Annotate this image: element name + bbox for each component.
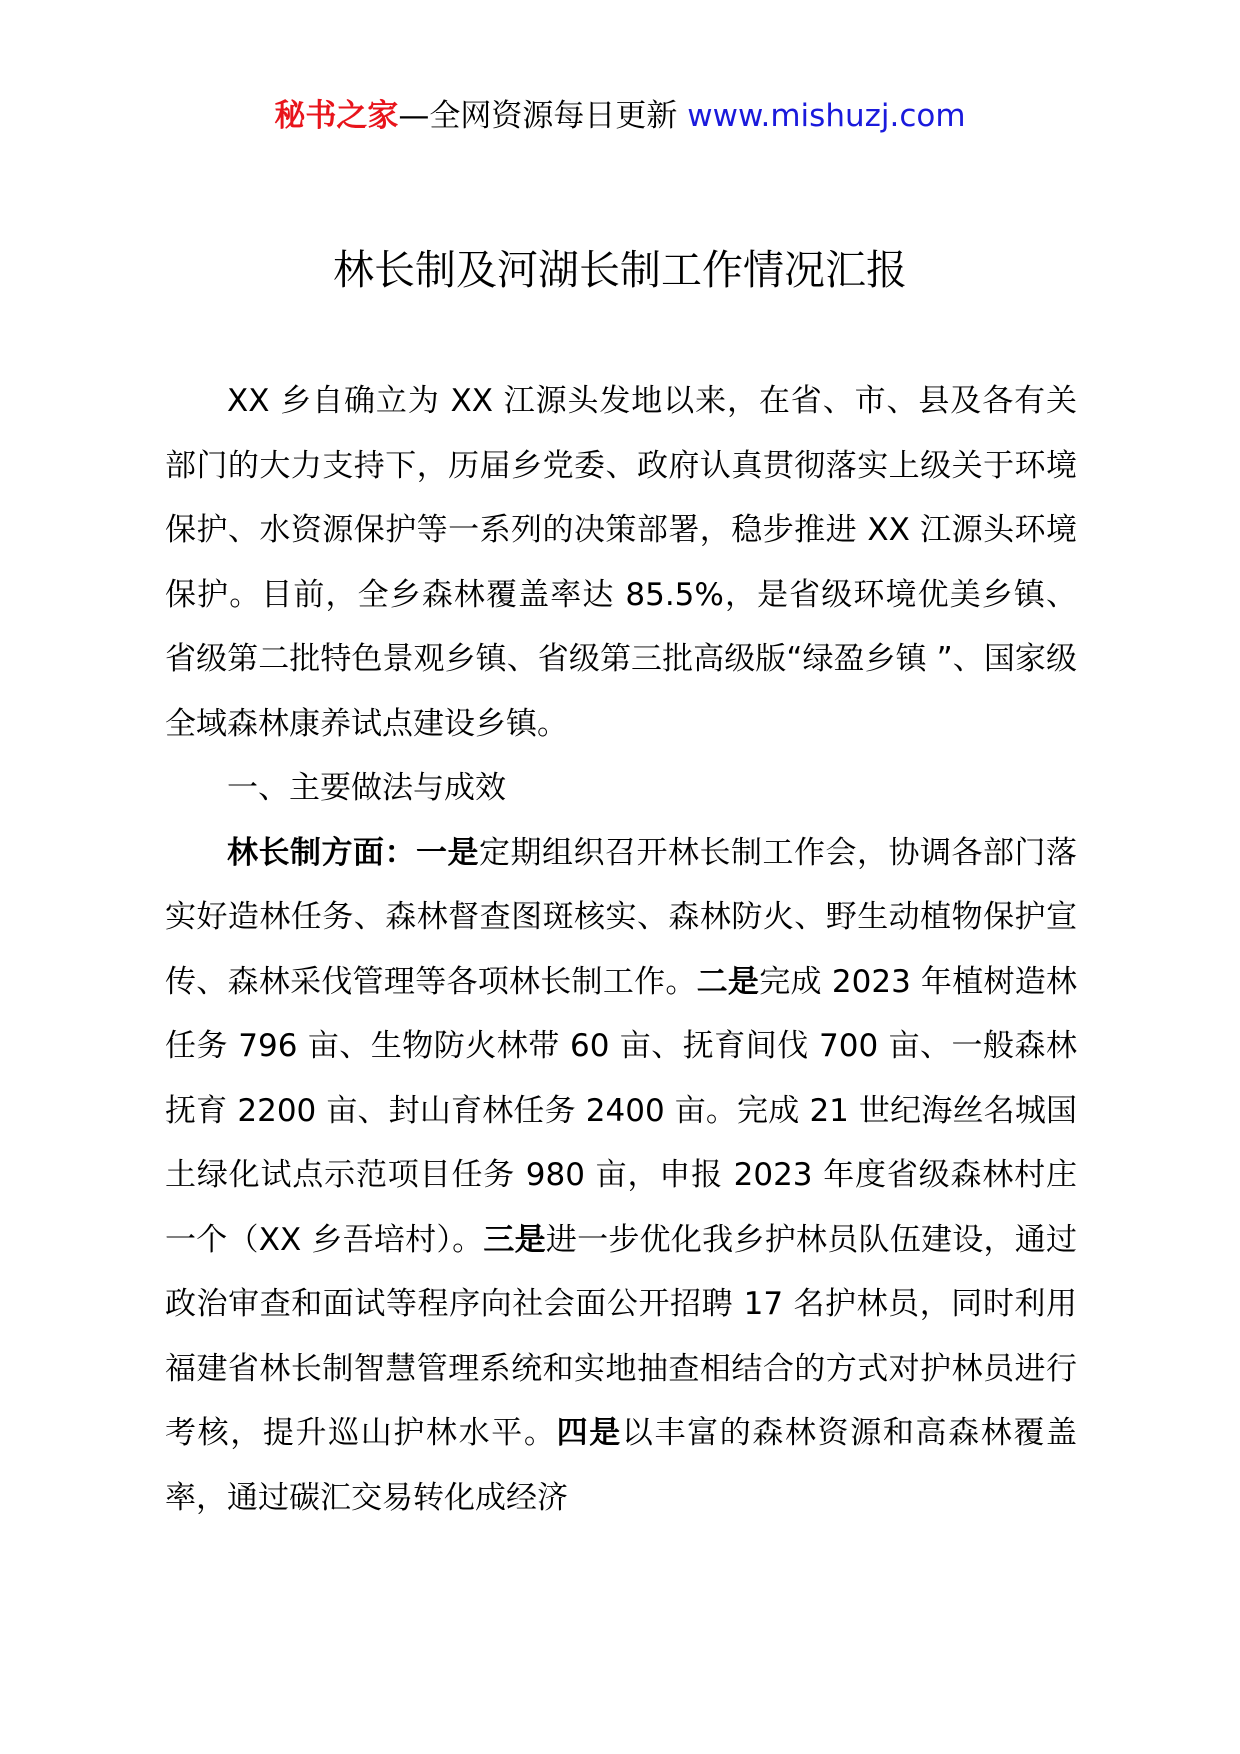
forest-chief-paragraph xyxy=(165,821,1077,1531)
site-slogan: —全网资源每日更新 xyxy=(398,98,688,134)
site-brand: 秘书之家 xyxy=(274,98,399,134)
section-heading: 一、主要做法与成效 xyxy=(227,770,506,806)
site-header xyxy=(0,96,1240,136)
document-body xyxy=(165,369,1077,1530)
site-url-link[interactable]: www.mishuzj.com xyxy=(687,98,966,134)
point-3-label: 三是 xyxy=(483,1221,546,1258)
point-1-label: 一是 xyxy=(416,834,479,871)
point-2-label: 二是 xyxy=(696,963,760,1000)
point-4-label: 四是 xyxy=(556,1415,622,1451)
point-3-text: 进一步优化我乡护林员队伍建设，通过政治审查和面试等程序向社会面公开招聘 17 名护林员，同时利用福建省林长制智慧管理系统和实地抽查相结合的方式对护林员进行考核，提升巡山护林水平。 xyxy=(165,1221,1078,1451)
point-4-text: 以丰富的森林资源和高森林覆盖率，通过碳汇交易转化成经济 xyxy=(165,1415,1078,1516)
document-title: 林长制及河湖长制工作情况汇报 xyxy=(333,246,907,294)
point-2-text: 完成 2023 年植树造林任务 796 亩、生物防火林带 60 亩、抚育间伐 700 亩、一般森林抚育 2200 亩、封山育林任务 2400 亩。完成 21 世纪海丝名城国土绿化试点示范项目任务 980 亩，申报 2023 年度省级森林村庄一个（XX 乡吾培村）。 xyxy=(165,963,1078,1258)
forest-chief-label: 林长制方面： xyxy=(227,834,416,871)
intro-paragraph: XX 乡自确立为 XX 江源头发地以来，在省、市、县及各有关部门的大力支持下，历届乡党委、政府认真贯彻落实上级关于环境保护、水资源保护等一系列的决策部署，稳步推进 XX 江源头环境保护。目前，全乡森林覆盖率达 85.5%，是省级环境优美乡镇、省级第二批特色景观乡镇、省级第三批高级版“绿盈乡镇 ”、国家级全域森林康养试点建设乡镇。 xyxy=(165,383,1077,742)
point-1-text: 定期组织召开林长制工作会，协调各部门落实好造林任务、森林督查图斑核实、森林防火、野生动植物保护宣传、森林采伐管理等各项林长制工作。 xyxy=(165,834,1077,1000)
